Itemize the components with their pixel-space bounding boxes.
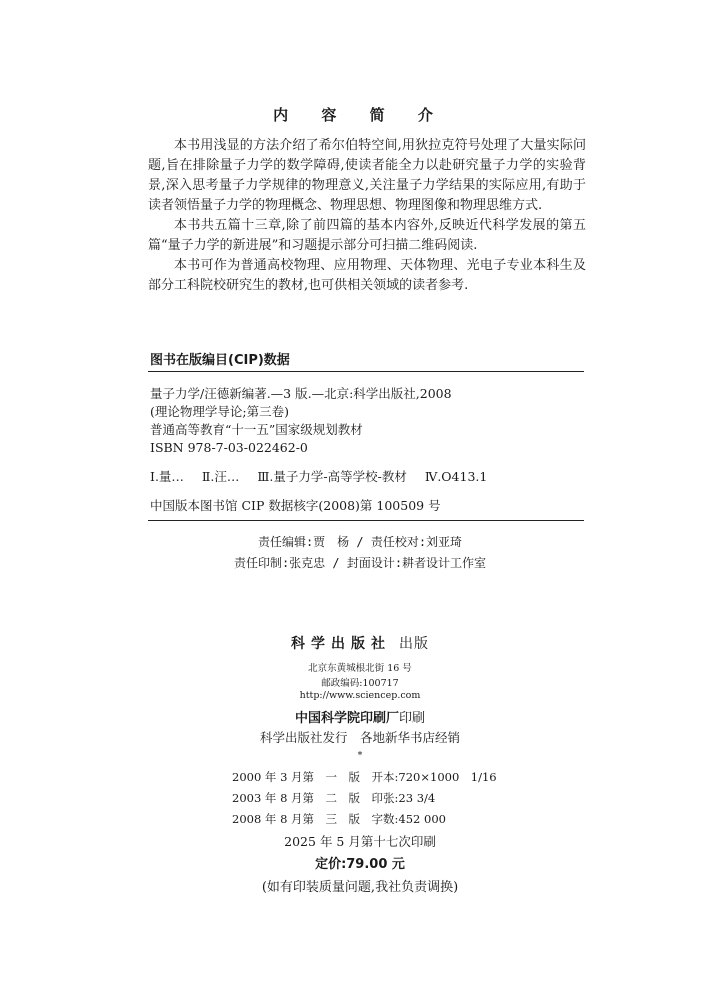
publisher-suffix: 出版 [399, 636, 429, 652]
cip-line: (理论物理学导论;第三卷) [150, 404, 289, 419]
printer-line [0, 707, 720, 726]
cip-line: ISBN 978-7-03-022462-0 [150, 440, 308, 455]
publisher-address: 北京东黄城根北街 16 号 [308, 663, 412, 674]
cip-verification: 中国版本图书馆 CIP 数据核字(2008)第 100509 号 [150, 498, 441, 513]
printer-name: 中国科学院印刷厂 [294, 711, 399, 726]
classification-item: Ⅱ.汪… [201, 469, 240, 484]
price: 定价:79.00 元 [315, 857, 405, 872]
staff-credits [0, 532, 720, 574]
credits-line: 责任印制:张克忠 / 封面设计:耕者设计工作室 [233, 556, 487, 570]
summary-paragraph: 本书用浅显的方法介绍了希尔伯特空间,用狄拉克符号处理了大量实际问题,旨在排除量子力学的数学障碍,使读者能全力以赴研究量子力学的实验背景,深入思考量子力学规律的物理意义,关注量子力学结果的实际应用,有助于读者领悟量子力学的物理概念、物理思想、物理图像和物理思维方式. [148, 138, 586, 213]
classification-item: Ⅲ.量子力学-高等学校-教材 [257, 469, 407, 484]
summary-paragraph: 本书可作为普通高校物理、应用物理、天体物理、光电子专业本科生及部分工科院校研究生的教材,也可供相关领域的读者参考. [148, 258, 586, 293]
publisher-name: 科学出版社 [291, 636, 391, 652]
cip-classification [150, 467, 501, 485]
printer-suffix: 印刷 [399, 711, 426, 726]
cip-line: 量子力学/汪德新编著.—3 版.—北京:科学出版社,2008 [150, 386, 452, 401]
summary-paragraph: 本书共五篇十三章,除了前四篇的基本内容外,反映近代科学发展的第五篇“量子力学的新进展”和习题提示部分可扫描二维码阅读. [148, 218, 586, 253]
cip-line: 普通高等教育“十一五”国家级规划教材 [150, 422, 363, 437]
cip-heading: 图书在版编目(CIP)数据 [150, 353, 290, 368]
classification-item: Ⅰ.量… [150, 469, 184, 484]
cip-record [150, 385, 586, 457]
publisher-postcode: 邮政编码:100717 [321, 678, 399, 689]
distribution-line: 科学出版社发行 各地新华书店经销 [259, 730, 460, 745]
publisher-url: http://www.sciencep.com [299, 690, 421, 701]
cip-top-rule [148, 371, 584, 372]
cip-bottom-rule [148, 520, 584, 521]
classification-item: Ⅳ.O413.1 [424, 469, 488, 484]
publisher-line [0, 633, 720, 653]
credits-line: 责任编辑:贾 杨 / 责任校对:刘亚琦 [257, 535, 463, 549]
edition-line: 2008 年 8 月第 三 版 字数:452 000 [232, 812, 446, 826]
edition-line: 2003 年 8 月第 二 版 印张:23 3/4 [232, 791, 436, 805]
separator-star: * [357, 750, 363, 761]
summary-body [148, 136, 586, 296]
edition-line: 2000 年 3 月第 一 版 开本:720×1000 1/16 [232, 770, 497, 784]
quality-notice: (如有印装质量问题,我社负责调换) [261, 880, 459, 895]
print-run: 2025 年 5 月第十七次印刷 [284, 834, 436, 849]
summary-title: 内 容 简 介 [273, 106, 447, 124]
